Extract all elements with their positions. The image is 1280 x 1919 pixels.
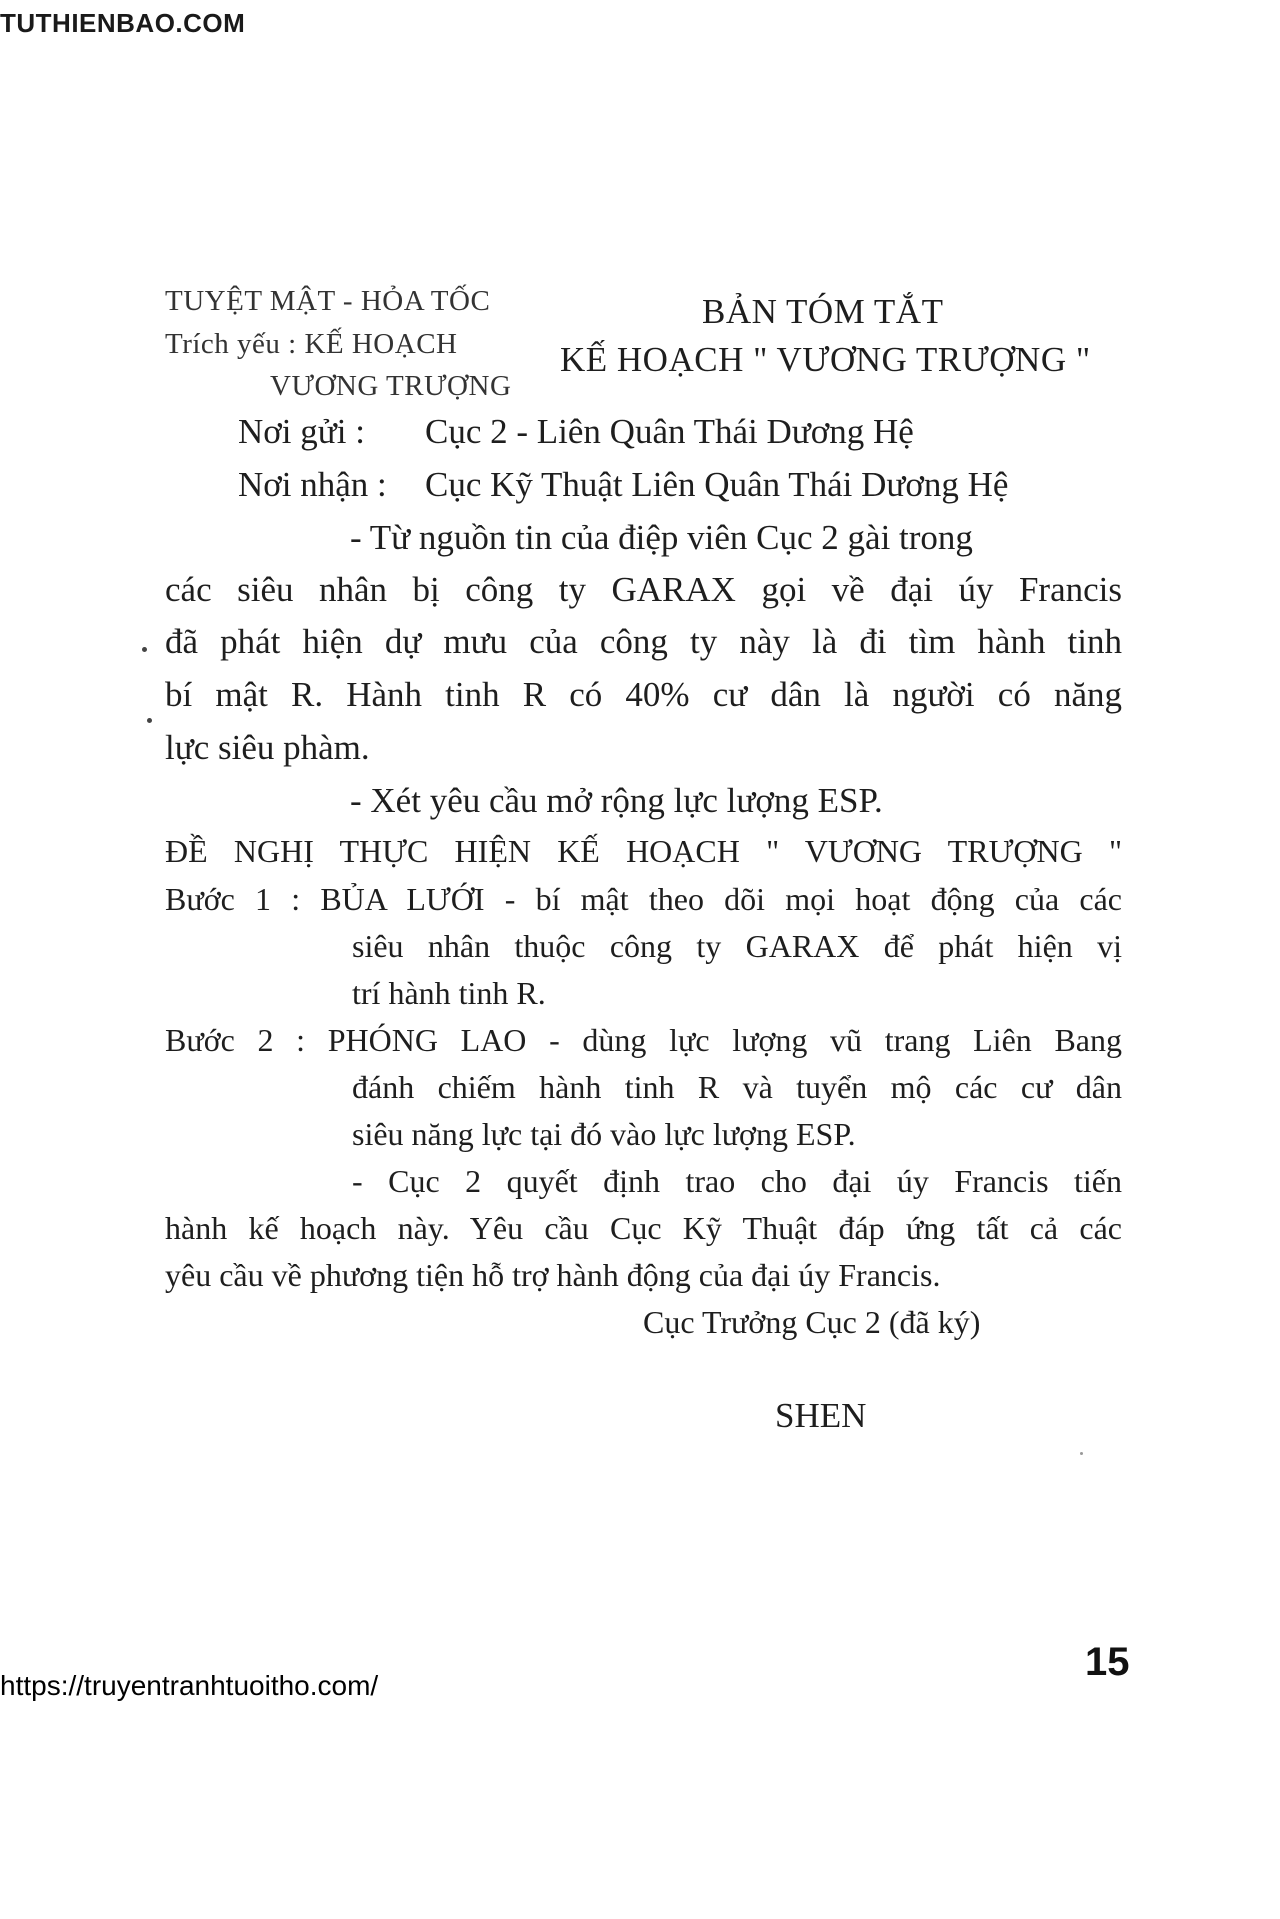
sender-value: Cục 2 - Liên Quân Thái Dương Hệ: [425, 412, 914, 451]
source-url[interactable]: https://truyentranhtuoitho.com/: [0, 1670, 379, 1701]
paragraph3-line3: yêu cầu về phương tiện hỗ trợ hành động của đại úy Francis.: [165, 1257, 941, 1293]
step2-line1: Bước 2 : PHÓNG LAO - dùng lực lượng vũ trang Liên Bang: [165, 1022, 1122, 1058]
step2-line3: siêu năng lực tại đó vào lực lượng ESP.: [352, 1116, 856, 1152]
paragraph1-line1: - Từ nguồn tin của điệp viên Cục 2 gài trong: [350, 518, 973, 557]
paragraph3-line2: hành kế hoạch này. Yêu cầu Cục Kỹ Thuật đáp ứng tất cả các: [165, 1210, 1122, 1246]
classification-label: TUYỆT MẬT - HỎA TỐC: [165, 285, 491, 317]
paragraph1-line2: các siêu nhân bị công ty GARAX gọi về đại úy Francis: [165, 570, 1122, 609]
paragraph1-line5: lực siêu phàm.: [165, 728, 370, 767]
sender-label: Nơi gửi :: [238, 412, 365, 451]
scan-speck: [142, 647, 147, 652]
receiver-label: Nơi nhận :: [238, 465, 387, 504]
step1-line3: trí hành tinh R.: [352, 975, 546, 1011]
proposal-heading: ĐỀ NGHỊ THỰC HIỆN KẾ HOẠCH " VƯƠNG TRƯỢNG ": [165, 833, 1122, 869]
subject-value: VƯƠNG TRƯỢNG: [270, 370, 512, 402]
subject-label: Trích yếu : KẾ HOẠCH: [165, 328, 458, 360]
paragraph1-line3: đã phát hiện dự mưu của công ty này là đi tìm hành tinh: [165, 622, 1122, 661]
paragraph1-line4: bí mật R. Hành tinh R có 40% cư dân là người có năng: [165, 675, 1122, 714]
plan-title: KẾ HOẠCH " VƯƠNG TRƯỢNG ": [560, 340, 1091, 379]
signature-title: Cục Trưởng Cục 2 (đã ký): [643, 1304, 981, 1340]
document-title: BẢN TÓM TẮT: [702, 292, 944, 331]
paragraph3-line1: - Cục 2 quyết định trao cho đại úy Francis tiến: [352, 1163, 1122, 1199]
signature-name: SHEN: [775, 1396, 867, 1435]
receiver-value: Cục Kỹ Thuật Liên Quân Thái Dương Hệ: [425, 465, 1009, 504]
paragraph2: - Xét yêu cầu mở rộng lực lượng ESP.: [350, 781, 883, 820]
scan-speck: [147, 718, 152, 723]
step2-line2: đánh chiếm hành tinh R và tuyển mộ các cư dân: [352, 1069, 1122, 1105]
page-number: 15: [1085, 1640, 1130, 1684]
watermark: TUTHIENBAO.COM: [0, 8, 246, 38]
step1-line1: Bước 1 : BỦA LƯỚI - bí mật theo dõi mọi hoạt động của các: [165, 881, 1122, 917]
step1-line2: siêu nhân thuộc công ty GARAX để phát hiện vị: [352, 928, 1122, 964]
scan-speck: [1080, 1452, 1083, 1455]
